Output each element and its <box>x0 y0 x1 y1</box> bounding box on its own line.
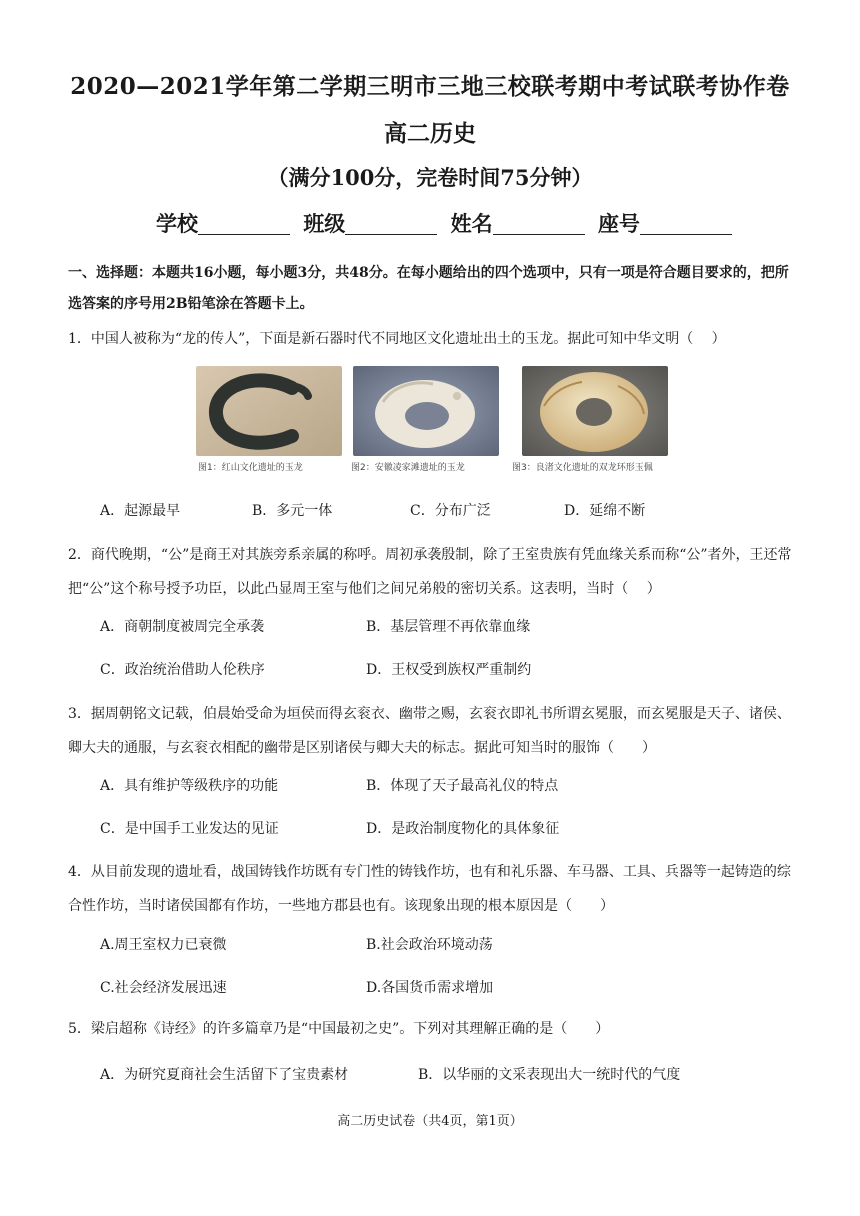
q2-option-b[interactable]: B．基层管理不再依靠血缘 <box>366 619 531 635</box>
seat-blank[interactable] <box>640 214 732 235</box>
q5-option-b[interactable]: B．以华丽的文采表现出大一统时代的气度 <box>418 1067 681 1083</box>
q4-option-a[interactable]: A.周王室权力已衰微 <box>100 937 227 953</box>
question-3-stem: 3．据周朝铭文记载，伯晨始受命为垣侯而得玄衮衣、幽带之赐，玄衮衣即礼书所谓玄冕服，而玄冕服是天子、诸侯、卿大夫的通服，与玄衮衣相配的幽带是区别诸侯与卿大夫的标志。据此可知当时的服饰（ ） <box>68 706 791 756</box>
page-footer: 高二历史试卷（共4页，第1页） <box>337 1114 523 1129</box>
jade-dragon-image-2 <box>353 366 499 456</box>
q2-option-c[interactable]: C．政治统治借助人伦秩序 <box>100 662 265 678</box>
q4-option-d[interactable]: D.各国货币需求增加 <box>366 980 494 996</box>
q2-option-a[interactable]: A．商朝制度被周完全承袭 <box>100 619 265 635</box>
class-blank[interactable] <box>345 214 437 235</box>
name-label: 姓名 <box>450 211 493 236</box>
section-heading: 一、选择题：本题共16小题，每小题3分，共48分。在每小题给出的四个选项中，只有一项是符合题目要求的，把所选答案的序号用2B铅笔涂在答题卡上。 <box>68 265 789 312</box>
student-info-row <box>156 208 776 238</box>
q3-option-d[interactable]: D．是政治制度物化的具体象征 <box>366 821 560 837</box>
q1-option-d[interactable]: D．延绵不断 <box>564 503 646 519</box>
q4-option-c[interactable]: C.社会经济发展迅速 <box>100 980 227 996</box>
image-1-caption: 图1：红山文化遗址的玉龙 <box>198 463 303 473</box>
class-label: 班级 <box>303 211 346 236</box>
exam-title: 2020—2021学年第二学期三明市三地三校联考期中考试联考协作卷 <box>70 73 790 100</box>
q2-option-d[interactable]: D．王权受到族权严重制约 <box>366 662 532 678</box>
image-2-caption: 图2：安徽凌家滩遗址的玉龙 <box>351 463 465 473</box>
question-4-stem: 4．从目前发现的遗址看，战国铸钱作坊既有专门性的铸钱作坊，也有和礼乐器、车马器、工具、兵器等一起铸造的综合性作坊，当时诸侯国都有作坊，一些地方郡县也有。该现象出现的根本原因是（ ） <box>68 864 791 914</box>
exam-subject: 高二历史 <box>384 120 476 147</box>
q3-option-c[interactable]: C．是中国手工业发达的见证 <box>100 821 279 837</box>
question-1-stem: 1．中国人被称为“龙的传人”，下面是新石器时代不同地区文化遗址出土的玉龙。据此可知中华文明（ ） <box>68 331 726 347</box>
jade-dragon-image-3 <box>522 366 668 456</box>
jade-dragon-image-1 <box>196 366 342 456</box>
q5-option-a[interactable]: A．为研究夏商社会生活留下了宝贵素材 <box>100 1067 349 1083</box>
image-3-caption: 图3：良渚文化遗址的双龙环形玉佩 <box>512 463 653 473</box>
name-blank[interactable] <box>493 214 585 235</box>
q1-option-b[interactable]: B．多元一体 <box>252 503 333 519</box>
question-5-stem: 5．梁启超称《诗经》的许多篇章乃是“中国最初之史”。下列对其理解正确的是（ ） <box>68 1021 610 1037</box>
question-1-images <box>196 366 676 474</box>
school-blank[interactable] <box>198 214 290 235</box>
exam-note: （满分100分，完卷时间75分钟） <box>267 165 593 190</box>
school-label: 学校 <box>156 211 198 236</box>
q1-option-a[interactable]: A．起源最早 <box>100 503 181 519</box>
seat-label: 座号 <box>597 211 640 236</box>
q3-option-b[interactable]: B．体现了天子最高礼仪的特点 <box>366 778 559 794</box>
q3-option-a[interactable]: A．具有维护等级秩序的功能 <box>100 778 279 794</box>
question-2-stem: 2．商代晚期，“公”是商王对其族旁系亲属的称呼。周初承袭殷制，除了王室贵族有凭血缘关系而称“公”者外，王还常把“公”这个称号授予功臣，以此凸显周王室与他们之间兄弟般的密切关系。这表明，当时（ ） <box>68 547 792 597</box>
q1-option-c[interactable]: C．分布广泛 <box>410 503 491 519</box>
q4-option-b[interactable]: B.社会政治环境动荡 <box>366 937 493 953</box>
